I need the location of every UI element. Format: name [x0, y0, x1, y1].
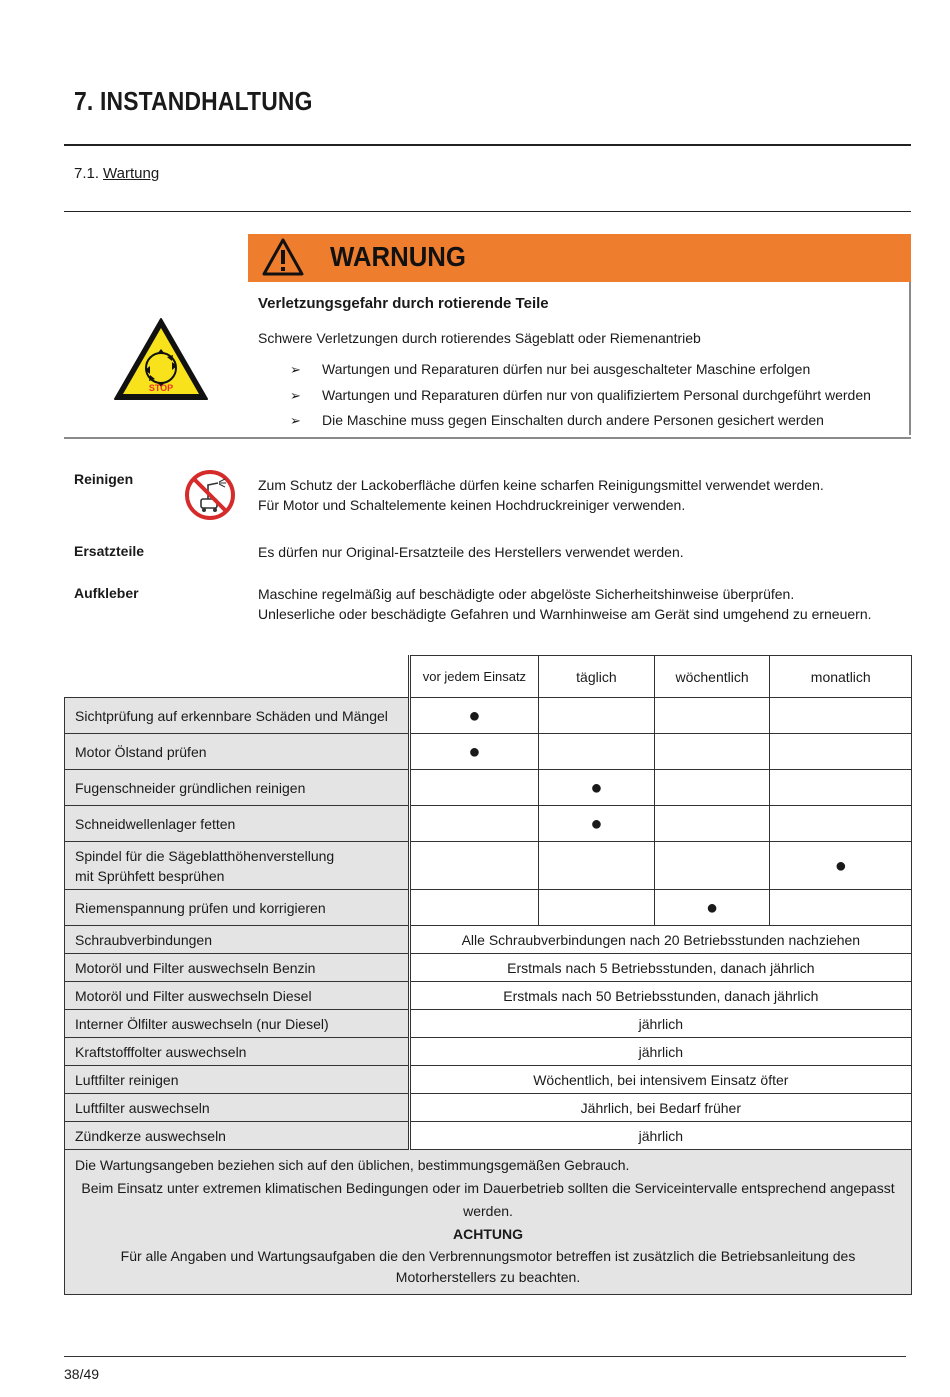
- table-row: [65, 698, 912, 734]
- warning-triangle-icon: [262, 238, 304, 276]
- task-cell: Luftfilter auswechseln: [65, 1094, 410, 1122]
- table-row: [65, 806, 912, 842]
- reinigen-label: Reinigen: [74, 471, 134, 487]
- task-cell: Schraubverbindungen: [65, 926, 410, 954]
- task-cell: Motoröl und Filter auswechseln Benzin: [65, 954, 410, 982]
- table-header-row: [65, 656, 912, 698]
- interval-text-cell: jährlich: [409, 1010, 911, 1038]
- interval-text-cell: Alle Schraubverbindungen nach 20 Betriebsstunden nachziehen: [409, 926, 911, 954]
- task-cell: Schneidwellenlager fetten: [65, 806, 410, 842]
- task-cell: Riemenspannung prüfen und korrigieren: [65, 890, 410, 926]
- table-row: [65, 1066, 912, 1094]
- bullet-dot: ●: [834, 854, 847, 877]
- rotating-parts-hazard-icon: [112, 316, 210, 402]
- stop-sign-text: STOP: [148, 383, 174, 393]
- section-number: 7.1.: [74, 165, 100, 182]
- table-row: [65, 734, 912, 770]
- interval-cell: [770, 842, 912, 890]
- table-row: [65, 890, 912, 926]
- maintenance-note: Die Wartungsangeben beziehen sich auf den üblichen, bestimmungsgemäßen Gebrauch. Beim Einsatz unter extremen klimatischen Bedingungen oder im Dauerbetrieb sollten die Serviceintervalle entsprechend angepasst werden. ACHTUNG Für alle Angaben und Wartungsaufgaben die den Verbrennungsmotor betreffen ist zusätzlich die Betriebsanleitung des Motorherstellers zu beachten.: [65, 1150, 912, 1295]
- page-title: 7. INSTANDHALTUNG: [74, 86, 313, 116]
- task-cell: Sichtprüfung auf erkennbare Schäden und Mängel: [65, 698, 410, 734]
- table-note-row: [65, 1150, 912, 1295]
- interval-cell: [409, 734, 538, 770]
- list-item: ➢ Die Maschine muss gegen Einschalten durch andere Personen gesichert werden: [290, 412, 824, 428]
- warning-bullet-list: [290, 360, 871, 437]
- table-row: [65, 926, 912, 954]
- arrow-bullet-icon: ➢: [290, 362, 301, 377]
- interval-text-cell: Erstmals nach 50 Betriebsstunden, danach jährlich: [409, 982, 911, 1010]
- interval-text-cell: jährlich: [409, 1038, 911, 1066]
- arrow-bullet-icon: ➢: [290, 387, 301, 403]
- section-title: Wartung: [103, 165, 160, 182]
- aufkleber-text: Maschine regelmäßig auf beschädigte oder abgelöste Sicherheitshinweise überprüfen. Unleserliche oder beschädigte Gefahren und Warnhinweise am Gerät sind umgehend zu erneuern.: [258, 586, 872, 622]
- interval-text-cell: Wöchentlich, bei intensivem Einsatz öfter: [409, 1066, 911, 1094]
- table-row: [65, 954, 912, 982]
- reinigen-text: Zum Schutz der Lackoberfläche dürfen keine scharfen Reinigungsmittel verwendet werden. Für Motor und Schaltelemente keinen Hochdruckreiniger verwenden.: [258, 477, 824, 513]
- task-cell: Luftfilter reinigen: [65, 1066, 410, 1094]
- table-row: [65, 770, 912, 806]
- task-cell: Zündkerze auswechseln: [65, 1122, 410, 1150]
- task-cell: Interner Ölfilter auswechseln (nur Diesel): [65, 1010, 410, 1038]
- table-row: [65, 1038, 912, 1066]
- interval-cell: [539, 806, 655, 842]
- warning-subtitle: Verletzungsgefahr durch rotierende Teile: [258, 295, 549, 312]
- list-item: ➢ Wartungen und Reparaturen dürfen nur von qualifiziertem Personal durchgeführt werden: [290, 386, 871, 403]
- list-item: ➢ Wartungen und Reparaturen dürfen nur bei ausgeschalteter Maschine erfolgen: [290, 361, 811, 377]
- bullet-dot: ●: [468, 704, 481, 727]
- heading-divider: [64, 144, 911, 146]
- bullet-dot: ●: [590, 812, 603, 835]
- section-heading: [74, 165, 159, 182]
- page-number: 38/49: [64, 1366, 100, 1382]
- interval-text-cell: Erstmals nach 5 Betriebsstunden, danach jährlich: [409, 954, 911, 982]
- bullet-dot: ●: [706, 896, 719, 919]
- interval-cell: [654, 890, 770, 926]
- column-header: vor jedem Einsatz: [409, 656, 538, 698]
- table-row: [65, 1094, 912, 1122]
- interval-text-cell: Jährlich, bei Bedarf früher: [409, 1094, 911, 1122]
- ersatzteile-label: Ersatzteile: [74, 543, 145, 559]
- task-cell: Spindel für die Sägeblatthöhenverstellung mit Sprühfett besprühen: [65, 842, 410, 890]
- column-header: täglich: [539, 656, 655, 698]
- achtung-heading: ACHTUNG: [453, 1226, 523, 1242]
- section-divider: [64, 211, 911, 212]
- interval-cell: [409, 698, 538, 734]
- task-cell: Motor Ölstand prüfen: [65, 734, 410, 770]
- column-header: wöchentlich: [654, 656, 770, 698]
- no-pressure-washer-icon: [184, 469, 236, 521]
- task-cell: Fugenschneider gründlichen reinigen: [65, 770, 410, 806]
- warning-title: WARNUNG: [330, 241, 466, 272]
- column-header: monatlich: [770, 656, 912, 698]
- arrow-bullet-icon: ➢: [290, 413, 301, 428]
- aufkleber-label: Aufkleber: [74, 585, 139, 601]
- interval-cell: [539, 770, 655, 806]
- task-cell: Motoröl und Filter auswechseln Diesel: [65, 982, 410, 1010]
- interval-text-cell: jährlich: [409, 1122, 911, 1150]
- maintenance-table: [64, 655, 912, 1295]
- table-row: [65, 1010, 912, 1038]
- warning-text: Schwere Verletzungen durch rotierendes Sägeblatt oder Riemenantrieb: [258, 330, 701, 346]
- table-row: [65, 842, 912, 890]
- table-row: [65, 982, 912, 1010]
- table-row: [65, 1122, 912, 1150]
- task-cell: Kraftstofffolter auswechseln: [65, 1038, 410, 1066]
- ersatzteile-text: Es dürfen nur Original-Ersatzteile des Herstellers verwendet werden.: [258, 544, 684, 560]
- bullet-dot: ●: [468, 740, 481, 763]
- bullet-dot: ●: [590, 776, 603, 799]
- footer-divider: [64, 1356, 906, 1357]
